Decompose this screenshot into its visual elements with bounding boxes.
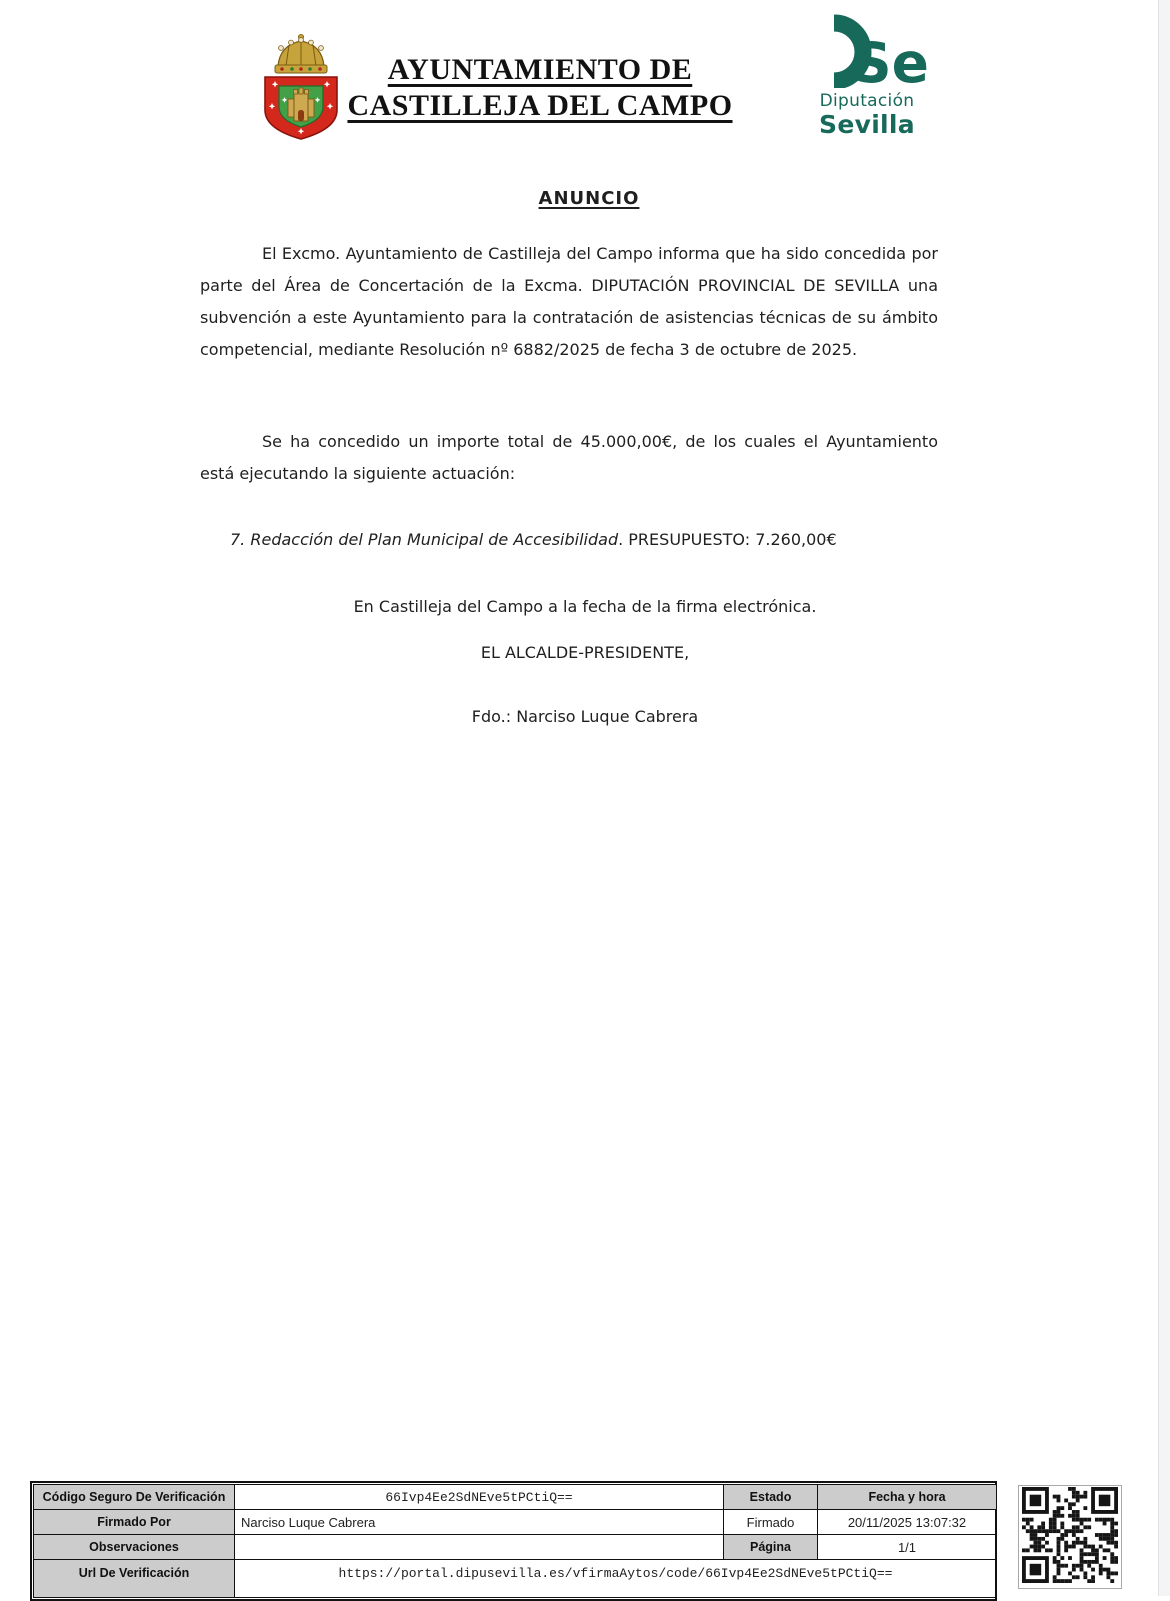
municipality-name-line2: CASTILLEJA DEL CAMPO xyxy=(347,89,733,122)
action-item-title: 7. Redacción del Plan Municipal de Accesibilidad xyxy=(230,530,619,549)
paragraph-amount-info: Se ha concedido un importe total de 45.000,00€, de los cuales el Ayuntamiento está ejecutando la siguiente actuación: xyxy=(200,432,938,483)
csv-value: 66Ivp4Ee2SdNEve5tPCtiQ== xyxy=(235,1485,724,1510)
place-and-date-line: En Castilleja del Campo a la fecha de la firma electrónica. xyxy=(353,597,817,616)
paragraph-grant-info: El Excmo. Ayuntamiento de Castilleja del Campo informa que ha sido concedida por parte del Área de Concertación de la Excma. DIPUTACIÓN PROVINCIAL DE SEVILLA una subvención a este Ayuntamiento para la contratación de asistencias técnicas de su ámbito competencial, mediante Resolución nº 6882/2025 de fecha 3 de octubre de 2025. xyxy=(200,244,938,359)
table-row xyxy=(34,1510,997,1535)
signed-by-value: Narciso Luque Cabrera xyxy=(235,1510,724,1535)
page-title xyxy=(290,52,790,124)
qr-code-pattern xyxy=(1022,1487,1118,1587)
table-row xyxy=(34,1560,997,1598)
logo-subtitle: Diputación xyxy=(819,91,915,111)
table-row xyxy=(34,1485,997,1510)
diputacion-se-mark-icon xyxy=(806,12,928,88)
verification-table xyxy=(30,1481,997,1601)
fecha-value: 20/11/2025 13:07:32 xyxy=(818,1510,997,1535)
pagina-value: 1/1 xyxy=(818,1535,997,1560)
pagina-label: Página xyxy=(724,1535,818,1560)
logo-subtitle-bold: Sevilla xyxy=(819,110,915,139)
qr-code xyxy=(1018,1485,1122,1589)
observaciones-value xyxy=(235,1535,724,1560)
table-row xyxy=(34,1535,997,1560)
url-label: Url De Verificación xyxy=(34,1560,235,1598)
signed-by-label: Firmado Por xyxy=(34,1510,235,1535)
diputacion-sevilla-logo xyxy=(802,12,932,138)
signature-name-line: Fdo.: Narciso Luque Cabrera xyxy=(471,707,699,726)
verification-url-link[interactable]: https://portal.dipusevilla.es/vfirmaAytos/code/66Ivp4Ee2SdNEve5tPCtiQ== xyxy=(235,1560,997,1598)
page-edge-strip xyxy=(1158,0,1170,1596)
fecha-label: Fecha y hora xyxy=(818,1485,997,1510)
document-heading: ANUNCIO xyxy=(538,188,640,209)
action-item-line xyxy=(230,530,837,549)
municipality-name-line1: AYUNTAMIENTO DE xyxy=(387,53,693,86)
estado-label: Estado xyxy=(724,1485,818,1510)
signer-office-line: EL ALCALDE-PRESIDENTE, xyxy=(480,643,690,662)
action-item-budget: . PRESUPUESTO: 7.260,00€ xyxy=(618,530,837,549)
logo-mark-text: Se xyxy=(852,31,928,88)
csv-label: Código Seguro De Verificación xyxy=(34,1485,235,1510)
estado-value: Firmado xyxy=(724,1510,818,1535)
observaciones-label: Observaciones xyxy=(34,1535,235,1560)
